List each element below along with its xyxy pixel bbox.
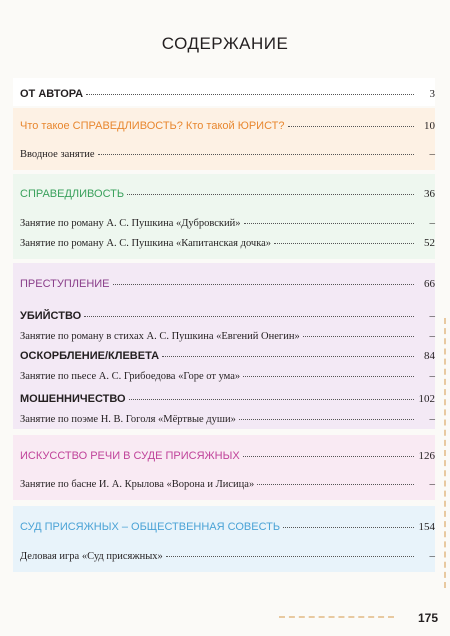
dot-leader (303, 336, 414, 337)
toc-entry-page: – (429, 148, 435, 160)
dot-leader (86, 94, 414, 95)
toc-entry-author[interactable] (13, 80, 435, 100)
toc-entry-label: Вводное занятие (20, 149, 95, 160)
toc-entry-art-of-speech[interactable] (13, 442, 435, 462)
toc-entry-page: 66 (424, 278, 435, 290)
dot-leader (288, 126, 415, 127)
toc-entry-label: Занятие по роману А. С. Пушкина «Дубровский» (20, 218, 241, 229)
toc-entry-label: Занятие по роману А. С. Пушкина «Капитанская дочка» (20, 238, 272, 249)
toc-entry-page: – (429, 550, 435, 562)
toc-entry-intro-lesson[interactable] (13, 140, 435, 160)
toc-entry-label: МОШЕННИЧЕСТВО (20, 393, 126, 405)
dot-leader (239, 419, 414, 420)
toc-entry-jury-court[interactable] (13, 513, 435, 533)
toc-entry-page: – (429, 413, 435, 425)
toc-entry-page: – (429, 217, 435, 229)
page-number: 175 (417, 611, 438, 625)
toc-entry-page: – (429, 370, 435, 382)
dot-leader (162, 356, 414, 357)
toc-entry-page: 126 (418, 450, 435, 462)
dot-leader (283, 527, 414, 528)
dot-leader (274, 243, 414, 244)
toc-entry-label: Занятие по поэме Н. В. Гоголя «Мёртвые души» (20, 414, 236, 425)
toc-entry-page: – (429, 310, 435, 322)
toc-entry-onegin[interactable] (13, 322, 435, 342)
toc-entry-murder[interactable] (13, 302, 435, 322)
dot-leader (84, 316, 414, 317)
toc-entry-crime[interactable] (13, 270, 435, 290)
toc-entry-fraud[interactable] (13, 385, 435, 405)
toc-band-crime (13, 263, 435, 429)
dot-leader (166, 556, 414, 557)
toc-entry-label: Занятие по роману в стихах А. С. Пушкина «Евгений Онегин» (20, 331, 300, 342)
dot-leader (127, 194, 414, 195)
toc-entry-label: ПРЕСТУПЛЕНИЕ (20, 278, 110, 290)
dot-leader (129, 399, 414, 400)
toc-entry-page: 36 (424, 188, 435, 200)
dot-leader (243, 456, 414, 457)
page-title: СОДЕРЖАНИЕ (161, 34, 289, 53)
toc-entry-label: Занятие по пьесе А. С. Грибоедова «Горе от ума» (20, 371, 241, 382)
toc-entry-justice[interactable] (13, 180, 435, 200)
toc-entry-page: 102 (418, 393, 435, 405)
toc-entry-label: ОТ АВТОРА (20, 88, 84, 100)
dot-leader (257, 484, 414, 485)
toc-entry-page: 154 (418, 521, 435, 533)
decorative-dashed-line-vertical (444, 318, 446, 588)
toc-entry-insult[interactable] (13, 342, 435, 362)
dot-leader (98, 154, 414, 155)
toc-band-jury (13, 506, 435, 572)
toc-entry-dead-souls[interactable] (13, 405, 435, 425)
toc-band-intro (13, 108, 435, 170)
toc-entry-label: ИСКУССТВО РЕЧИ В СУДЕ ПРИСЯЖНЫХ (20, 450, 240, 462)
toc-entry-label: ОСКОРБЛЕНИЕ/КЛЕВЕТА (20, 350, 160, 362)
toc-entry-crow-and-fox[interactable] (13, 470, 435, 490)
toc-entry-dubrovsky[interactable] (13, 209, 435, 229)
toc-band-justice (13, 174, 435, 259)
toc-entry-business-game[interactable] (13, 542, 435, 562)
toc-entry-label: Что такое СПРАВЕДЛИВОСТЬ? Кто такой ЮРИСТ? (20, 120, 285, 132)
toc-band-author (13, 78, 435, 106)
table-of-contents (13, 78, 435, 572)
dot-leader (244, 223, 414, 224)
toc-entry-page: 10 (424, 120, 435, 132)
toc-entry-woe-from-wit[interactable] (13, 362, 435, 382)
dot-leader (113, 284, 414, 285)
toc-entry-page: – (429, 330, 435, 342)
toc-entry-label: Занятие по басне И. А. Крылова «Ворона и Лисица» (20, 479, 255, 490)
toc-entry-label: Деловая игра «Суд присяжных» (20, 551, 163, 562)
toc-entry-label: СУД ПРИСЯЖНЫХ – ОБЩЕСТВЕННАЯ СОВЕСТЬ (20, 521, 281, 533)
toc-entry-label: УБИЙСТВО (20, 310, 82, 322)
toc-entry-page: 3 (429, 88, 435, 100)
dot-leader (243, 376, 414, 377)
toc-entry-page: 84 (424, 350, 435, 362)
toc-entry-page: – (429, 478, 435, 490)
toc-band-speech (13, 435, 435, 500)
decorative-dashed-line-horizontal (279, 616, 394, 618)
toc-entry-captains-daughter[interactable] (13, 229, 435, 249)
toc-entry-page: 52 (424, 237, 435, 249)
toc-entry-label: СПРАВЕДЛИВОСТЬ (20, 188, 125, 200)
toc-entry-what-is-justice[interactable] (13, 112, 435, 132)
